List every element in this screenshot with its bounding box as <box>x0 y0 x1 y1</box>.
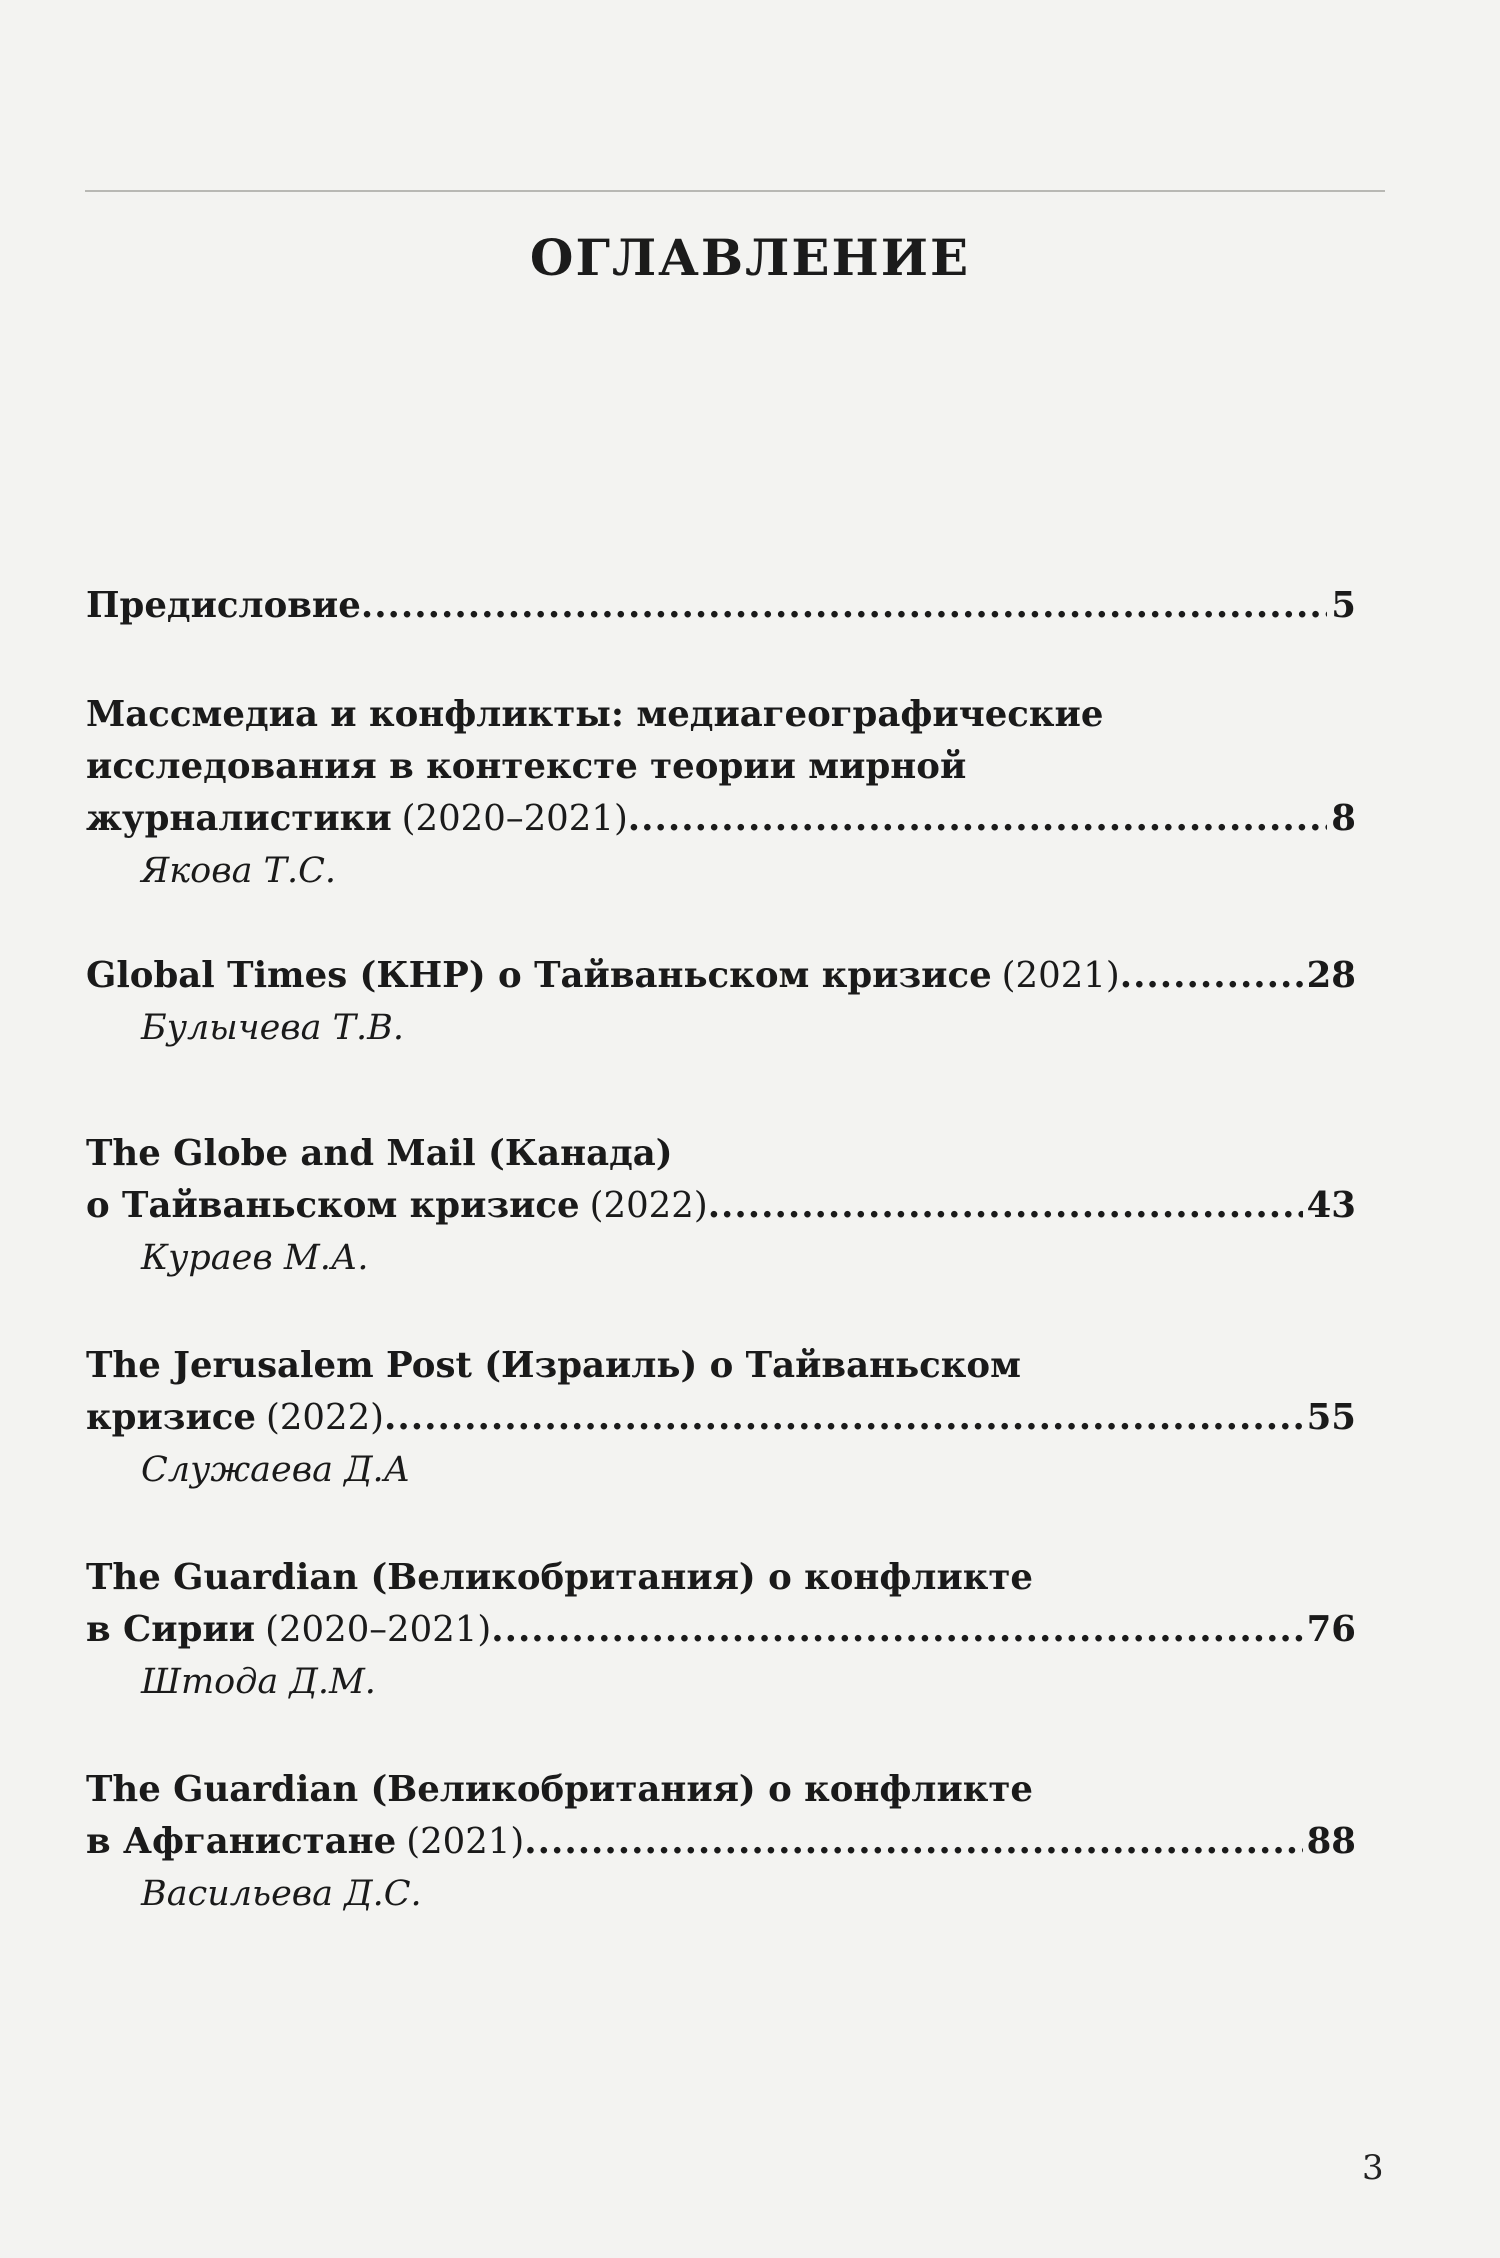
toc-entry-title: журналистики <box>86 798 392 839</box>
dot-leader <box>361 580 1327 632</box>
dot-leader <box>1120 950 1303 1002</box>
toc-entry-title: исследования в контексте теории мирной <box>86 746 967 787</box>
dot-leader <box>628 793 1328 845</box>
dot-leader <box>384 1392 1303 1444</box>
toc-entry-year: (2021) <box>406 1821 525 1862</box>
toc-entry-page: 76 <box>1306 1609 1356 1650</box>
toc-entry-last-line <box>86 793 1356 845</box>
toc-entry-year: (2022) <box>589 1185 708 1226</box>
toc-entry-guardian-afghanistan <box>86 1764 1356 1920</box>
toc-entry-title-line <box>86 689 1356 741</box>
toc-entry-last-line <box>86 1604 1356 1656</box>
toc-entry-title-line <box>86 1764 1356 1816</box>
toc-entry-last-line <box>86 950 1356 1002</box>
toc-entry-last-line <box>86 580 1356 632</box>
toc-entry-title: The Globe and Mail (Канада) <box>86 1133 673 1174</box>
header-rule <box>85 190 1385 192</box>
toc-entry-foreword <box>86 580 1356 632</box>
toc-entry-last-line <box>86 1180 1356 1232</box>
toc-title: ОГЛАВЛЕНИЕ <box>529 228 971 287</box>
toc-entry-page: 43 <box>1306 1185 1356 1226</box>
toc-entry-title: в Афганистане <box>86 1821 397 1862</box>
toc-entry-page: 88 <box>1306 1821 1356 1862</box>
toc-entry-title: Массмедиа и конфликты: медиагеографические <box>86 694 1104 735</box>
toc-entry-title: The Guardian (Великобритания) о конфликте <box>86 1557 1034 1598</box>
toc-entry-title: в Сирии <box>86 1609 256 1650</box>
toc-entry-page: 8 <box>1331 798 1356 839</box>
toc-entry-title-line <box>86 1552 1356 1604</box>
toc-entry-guardian-syria <box>86 1552 1356 1708</box>
toc-entry-author: Васильева Д.С. <box>141 1874 422 1914</box>
dot-leader <box>524 1816 1302 1868</box>
toc-entry-massmedia <box>86 689 1356 897</box>
toc-entry-global-times <box>86 950 1356 1054</box>
toc-entry-page: 28 <box>1306 955 1356 996</box>
toc-entry-author: Кураев М.А. <box>141 1238 369 1278</box>
toc-entry-year: (2020–2021) <box>265 1609 492 1650</box>
dot-leader <box>708 1180 1303 1232</box>
toc-entry-author: Штода Д.М. <box>141 1662 376 1702</box>
toc-entry-last-line <box>86 1816 1356 1868</box>
toc-entry-title: Предисловие <box>86 585 361 626</box>
toc-entry-page: 5 <box>1331 585 1356 626</box>
toc-entry-year: (2020–2021) <box>401 798 628 839</box>
toc-entry-title: The Jerusalem Post (Израиль) о Тайваньском <box>86 1345 1021 1386</box>
toc-entry-title-line <box>86 1128 1356 1180</box>
page-number: 3 <box>1362 2148 1384 2188</box>
toc-entry-page: 55 <box>1306 1397 1356 1438</box>
toc-entry-year: (2022) <box>265 1397 385 1438</box>
toc-entry-title-line <box>86 1340 1356 1392</box>
toc-entry-title: Global Times (КНР) о Тайваньском кризисе <box>86 955 992 996</box>
toc-entry-title: о Тайваньском кризисе <box>86 1185 580 1226</box>
toc-entry-jerusalem-post <box>86 1340 1356 1496</box>
toc-entry-author: Якова Т.С. <box>141 851 336 891</box>
dot-leader <box>491 1604 1302 1656</box>
toc-entry-last-line <box>86 1392 1356 1444</box>
toc-entry-globe-and-mail <box>86 1128 1356 1284</box>
toc-entry-author: Служаева Д.А <box>141 1450 411 1490</box>
toc-entry-title: The Guardian (Великобритания) о конфликте <box>86 1769 1034 1810</box>
toc-entry-title-line <box>86 741 1356 793</box>
toc-entry-year: (2021) <box>1001 955 1120 996</box>
toc-entry-author: Булычева Т.В. <box>141 1008 404 1048</box>
toc-entry-title: кризисе <box>86 1397 256 1438</box>
